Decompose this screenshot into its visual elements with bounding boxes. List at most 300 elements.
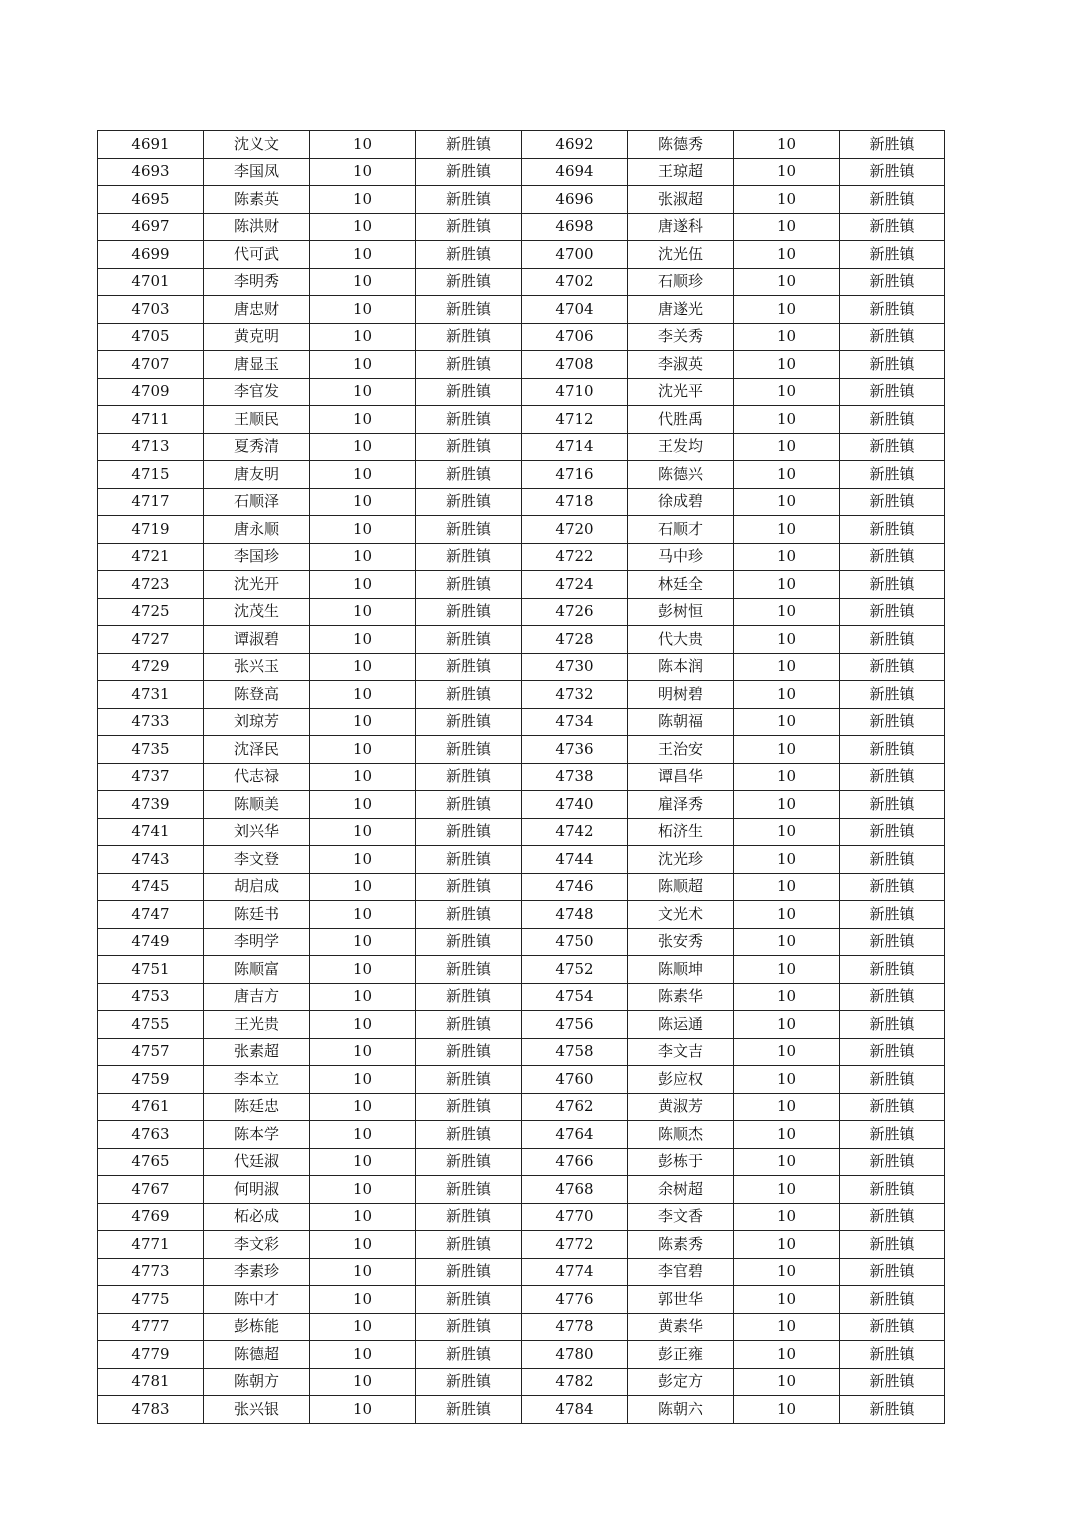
table-row [98,818,945,846]
roster-body [98,131,945,1424]
id-cell: 4733 [98,708,204,736]
name-cell: 陈本润 [628,653,734,681]
name-cell: 代大贵 [628,626,734,654]
value-cell: 10 [310,763,416,791]
town-cell: 新胜镇 [840,186,945,214]
town-cell: 新胜镇 [416,983,522,1011]
name-cell: 马中珍 [628,543,734,571]
value-cell: 10 [734,928,840,956]
id-cell: 4708 [522,351,628,379]
value-cell: 10 [310,241,416,269]
table-row [98,598,945,626]
value-cell: 10 [310,351,416,379]
town-cell: 新胜镇 [840,131,945,159]
id-cell: 4758 [522,1038,628,1066]
name-cell: 张安秀 [628,928,734,956]
name-cell: 沈茂生 [204,598,310,626]
town-cell: 新胜镇 [840,736,945,764]
town-cell: 新胜镇 [840,488,945,516]
name-cell: 张素超 [204,1038,310,1066]
name-cell: 代廷淑 [204,1148,310,1176]
name-cell: 李文登 [204,846,310,874]
value-cell: 10 [310,1368,416,1396]
town-cell: 新胜镇 [416,1396,522,1424]
name-cell: 陈顺美 [204,791,310,819]
town-cell: 新胜镇 [840,516,945,544]
town-cell: 新胜镇 [416,818,522,846]
id-cell: 4760 [522,1066,628,1094]
id-cell: 4762 [522,1093,628,1121]
name-cell: 彭应权 [628,1066,734,1094]
name-cell: 李文彩 [204,1231,310,1259]
value-cell: 10 [310,1258,416,1286]
id-cell: 4759 [98,1066,204,1094]
name-cell: 王发均 [628,433,734,461]
value-cell: 10 [734,818,840,846]
value-cell: 10 [310,1093,416,1121]
table-row [98,873,945,901]
town-cell: 新胜镇 [416,406,522,434]
value-cell: 10 [734,351,840,379]
town-cell: 新胜镇 [840,1203,945,1231]
town-cell: 新胜镇 [416,131,522,159]
value-cell: 10 [734,736,840,764]
table-row [98,1313,945,1341]
town-cell: 新胜镇 [416,763,522,791]
table-row [98,406,945,434]
name-cell: 彭定方 [628,1368,734,1396]
town-cell: 新胜镇 [840,268,945,296]
name-cell: 陈朝六 [628,1396,734,1424]
town-cell: 新胜镇 [416,598,522,626]
value-cell: 10 [310,1203,416,1231]
id-cell: 4722 [522,543,628,571]
name-cell: 唐友明 [204,461,310,489]
name-cell: 陈德兴 [628,461,734,489]
value-cell: 10 [310,1148,416,1176]
value-cell: 10 [734,516,840,544]
id-cell: 4709 [98,378,204,406]
id-cell: 4755 [98,1011,204,1039]
id-cell: 4737 [98,763,204,791]
value-cell: 10 [310,158,416,186]
id-cell: 4780 [522,1341,628,1369]
town-cell: 新胜镇 [416,351,522,379]
value-cell: 10 [310,571,416,599]
value-cell: 10 [734,626,840,654]
name-cell: 柘必成 [204,1203,310,1231]
id-cell: 4772 [522,1231,628,1259]
value-cell: 10 [734,1396,840,1424]
town-cell: 新胜镇 [840,1176,945,1204]
value-cell: 10 [734,268,840,296]
name-cell: 李淑英 [628,351,734,379]
town-cell: 新胜镇 [416,241,522,269]
value-cell: 10 [310,846,416,874]
value-cell: 10 [734,708,840,736]
name-cell: 陈顺杰 [628,1121,734,1149]
name-cell: 陈登高 [204,681,310,709]
town-cell: 新胜镇 [416,1038,522,1066]
id-cell: 4700 [522,241,628,269]
town-cell: 新胜镇 [840,1038,945,1066]
id-cell: 4767 [98,1176,204,1204]
name-cell: 彭正雍 [628,1341,734,1369]
value-cell: 10 [734,323,840,351]
town-cell: 新胜镇 [840,708,945,736]
town-cell: 新胜镇 [416,708,522,736]
id-cell: 4736 [522,736,628,764]
id-cell: 4768 [522,1176,628,1204]
town-cell: 新胜镇 [840,626,945,654]
town-cell: 新胜镇 [416,736,522,764]
id-cell: 4705 [98,323,204,351]
name-cell: 王琼超 [628,158,734,186]
value-cell: 10 [734,1011,840,1039]
value-cell: 10 [734,1286,840,1314]
table-row [98,1231,945,1259]
id-cell: 4738 [522,763,628,791]
town-cell: 新胜镇 [416,653,522,681]
name-cell: 夏秀清 [204,433,310,461]
table-row [98,1148,945,1176]
table-row [98,323,945,351]
table-row [98,653,945,681]
name-cell: 沈光开 [204,571,310,599]
value-cell: 10 [734,241,840,269]
town-cell: 新胜镇 [416,1011,522,1039]
name-cell: 张兴银 [204,1396,310,1424]
id-cell: 4775 [98,1286,204,1314]
id-cell: 4707 [98,351,204,379]
id-cell: 4711 [98,406,204,434]
name-cell: 陈顺超 [628,873,734,901]
name-cell: 黄素华 [628,1313,734,1341]
id-cell: 4779 [98,1341,204,1369]
table-row [98,956,945,984]
table-row [98,1203,945,1231]
value-cell: 10 [734,1121,840,1149]
table-row [98,1341,945,1369]
id-cell: 4751 [98,956,204,984]
town-cell: 新胜镇 [840,1286,945,1314]
town-cell: 新胜镇 [840,653,945,681]
value-cell: 10 [734,406,840,434]
name-cell: 沈义文 [204,131,310,159]
value-cell: 10 [310,186,416,214]
town-cell: 新胜镇 [416,1231,522,1259]
town-cell: 新胜镇 [416,681,522,709]
town-cell: 新胜镇 [416,873,522,901]
town-cell: 新胜镇 [840,763,945,791]
town-cell: 新胜镇 [840,1011,945,1039]
value-cell: 10 [734,488,840,516]
name-cell: 代胜禹 [628,406,734,434]
town-cell: 新胜镇 [840,213,945,241]
value-cell: 10 [310,1231,416,1259]
value-cell: 10 [310,1038,416,1066]
town-cell: 新胜镇 [840,1121,945,1149]
town-cell: 新胜镇 [840,928,945,956]
town-cell: 新胜镇 [840,378,945,406]
name-cell: 黄克明 [204,323,310,351]
table-row [98,791,945,819]
id-cell: 4764 [522,1121,628,1149]
id-cell: 4761 [98,1093,204,1121]
name-cell: 何明淑 [204,1176,310,1204]
value-cell: 10 [310,131,416,159]
value-cell: 10 [310,736,416,764]
name-cell: 李素珍 [204,1258,310,1286]
id-cell: 4749 [98,928,204,956]
town-cell: 新胜镇 [416,543,522,571]
name-cell: 石顺才 [628,516,734,544]
id-cell: 4748 [522,901,628,929]
id-cell: 4717 [98,488,204,516]
id-cell: 4771 [98,1231,204,1259]
value-cell: 10 [734,186,840,214]
table-row [98,1093,945,1121]
town-cell: 新胜镇 [416,488,522,516]
town-cell: 新胜镇 [416,186,522,214]
id-cell: 4766 [522,1148,628,1176]
name-cell: 李文吉 [628,1038,734,1066]
name-cell: 王顺民 [204,406,310,434]
value-cell: 10 [310,818,416,846]
town-cell: 新胜镇 [416,1258,522,1286]
value-cell: 10 [310,653,416,681]
value-cell: 10 [734,846,840,874]
id-cell: 4696 [522,186,628,214]
value-cell: 10 [310,1121,416,1149]
id-cell: 4694 [522,158,628,186]
name-cell: 张淑超 [628,186,734,214]
name-cell: 陈廷书 [204,901,310,929]
town-cell: 新胜镇 [840,846,945,874]
table-row [98,1368,945,1396]
id-cell: 4773 [98,1258,204,1286]
value-cell: 10 [310,1341,416,1369]
id-cell: 4777 [98,1313,204,1341]
name-cell: 谭昌华 [628,763,734,791]
town-cell: 新胜镇 [416,571,522,599]
table-row [98,213,945,241]
name-cell: 沈光平 [628,378,734,406]
town-cell: 新胜镇 [840,681,945,709]
table-row [98,1066,945,1094]
table-row [98,983,945,1011]
town-cell: 新胜镇 [840,461,945,489]
table-row [98,158,945,186]
town-cell: 新胜镇 [840,598,945,626]
town-cell: 新胜镇 [840,406,945,434]
id-cell: 4730 [522,653,628,681]
value-cell: 10 [734,296,840,324]
value-cell: 10 [734,461,840,489]
town-cell: 新胜镇 [840,818,945,846]
town-cell: 新胜镇 [416,846,522,874]
id-cell: 4704 [522,296,628,324]
value-cell: 10 [310,296,416,324]
town-cell: 新胜镇 [840,296,945,324]
id-cell: 4781 [98,1368,204,1396]
id-cell: 4719 [98,516,204,544]
town-cell: 新胜镇 [416,1066,522,1094]
id-cell: 4729 [98,653,204,681]
table-row [98,1286,945,1314]
id-cell: 4727 [98,626,204,654]
table-row [98,461,945,489]
name-cell: 李关秀 [628,323,734,351]
name-cell: 刘兴华 [204,818,310,846]
id-cell: 4697 [98,213,204,241]
id-cell: 4720 [522,516,628,544]
town-cell: 新胜镇 [840,241,945,269]
name-cell: 李本立 [204,1066,310,1094]
town-cell: 新胜镇 [416,433,522,461]
table-row [98,626,945,654]
name-cell: 王光贵 [204,1011,310,1039]
value-cell: 10 [310,1176,416,1204]
name-cell: 陈廷忠 [204,1093,310,1121]
name-cell: 沈泽民 [204,736,310,764]
id-cell: 4718 [522,488,628,516]
roster-table [97,130,945,1424]
town-cell: 新胜镇 [840,873,945,901]
id-cell: 4691 [98,131,204,159]
table-row [98,736,945,764]
value-cell: 10 [734,378,840,406]
town-cell: 新胜镇 [416,626,522,654]
name-cell: 陈中才 [204,1286,310,1314]
value-cell: 10 [734,901,840,929]
town-cell: 新胜镇 [840,1231,945,1259]
table-row [98,516,945,544]
town-cell: 新胜镇 [840,1093,945,1121]
id-cell: 4726 [522,598,628,626]
value-cell: 10 [734,543,840,571]
id-cell: 4782 [522,1368,628,1396]
town-cell: 新胜镇 [840,433,945,461]
name-cell: 李文香 [628,1203,734,1231]
name-cell: 徐成碧 [628,488,734,516]
name-cell: 陈洪财 [204,213,310,241]
town-cell: 新胜镇 [416,1313,522,1341]
town-cell: 新胜镇 [840,323,945,351]
value-cell: 10 [734,598,840,626]
town-cell: 新胜镇 [416,956,522,984]
name-cell: 余树超 [628,1176,734,1204]
table-row [98,901,945,929]
name-cell: 李国凤 [204,158,310,186]
id-cell: 4740 [522,791,628,819]
value-cell: 10 [310,268,416,296]
value-cell: 10 [310,791,416,819]
id-cell: 4721 [98,543,204,571]
name-cell: 李明秀 [204,268,310,296]
table-row [98,928,945,956]
value-cell: 10 [734,571,840,599]
name-cell: 林廷全 [628,571,734,599]
value-cell: 10 [310,901,416,929]
town-cell: 新胜镇 [840,1396,945,1424]
id-cell: 4744 [522,846,628,874]
name-cell: 郭世华 [628,1286,734,1314]
table-row [98,351,945,379]
town-cell: 新胜镇 [416,323,522,351]
id-cell: 4710 [522,378,628,406]
id-cell: 4763 [98,1121,204,1149]
value-cell: 10 [734,983,840,1011]
id-cell: 4699 [98,241,204,269]
value-cell: 10 [310,681,416,709]
value-cell: 10 [734,131,840,159]
town-cell: 新胜镇 [416,1341,522,1369]
table-row [98,488,945,516]
name-cell: 彭栋于 [628,1148,734,1176]
town-cell: 新胜镇 [416,516,522,544]
town-cell: 新胜镇 [840,571,945,599]
id-cell: 4734 [522,708,628,736]
value-cell: 10 [310,626,416,654]
value-cell: 10 [734,681,840,709]
town-cell: 新胜镇 [840,1148,945,1176]
name-cell: 代志禄 [204,763,310,791]
table-row [98,296,945,324]
name-cell: 陈本学 [204,1121,310,1149]
town-cell: 新胜镇 [416,296,522,324]
town-cell: 新胜镇 [416,1286,522,1314]
name-cell: 陈顺坤 [628,956,734,984]
id-cell: 4756 [522,1011,628,1039]
id-cell: 4757 [98,1038,204,1066]
id-cell: 4765 [98,1148,204,1176]
value-cell: 10 [734,1258,840,1286]
town-cell: 新胜镇 [416,1203,522,1231]
town-cell: 新胜镇 [416,213,522,241]
name-cell: 雇泽秀 [628,791,734,819]
town-cell: 新胜镇 [840,1341,945,1369]
town-cell: 新胜镇 [416,461,522,489]
id-cell: 4753 [98,983,204,1011]
id-cell: 4745 [98,873,204,901]
value-cell: 10 [310,708,416,736]
value-cell: 10 [310,378,416,406]
table-row [98,1011,945,1039]
town-cell: 新胜镇 [416,268,522,296]
name-cell: 陈素华 [628,983,734,1011]
table-row [98,1038,945,1066]
table-row [98,681,945,709]
value-cell: 10 [734,1231,840,1259]
id-cell: 4716 [522,461,628,489]
id-cell: 4724 [522,571,628,599]
name-cell: 代可武 [204,241,310,269]
id-cell: 4713 [98,433,204,461]
id-cell: 4746 [522,873,628,901]
town-cell: 新胜镇 [840,1313,945,1341]
town-cell: 新胜镇 [416,378,522,406]
value-cell: 10 [734,213,840,241]
value-cell: 10 [734,1313,840,1341]
value-cell: 10 [734,1038,840,1066]
town-cell: 新胜镇 [840,1368,945,1396]
value-cell: 10 [310,516,416,544]
town-cell: 新胜镇 [416,1148,522,1176]
id-cell: 4742 [522,818,628,846]
name-cell: 彭栋能 [204,1313,310,1341]
name-cell: 李官发 [204,378,310,406]
